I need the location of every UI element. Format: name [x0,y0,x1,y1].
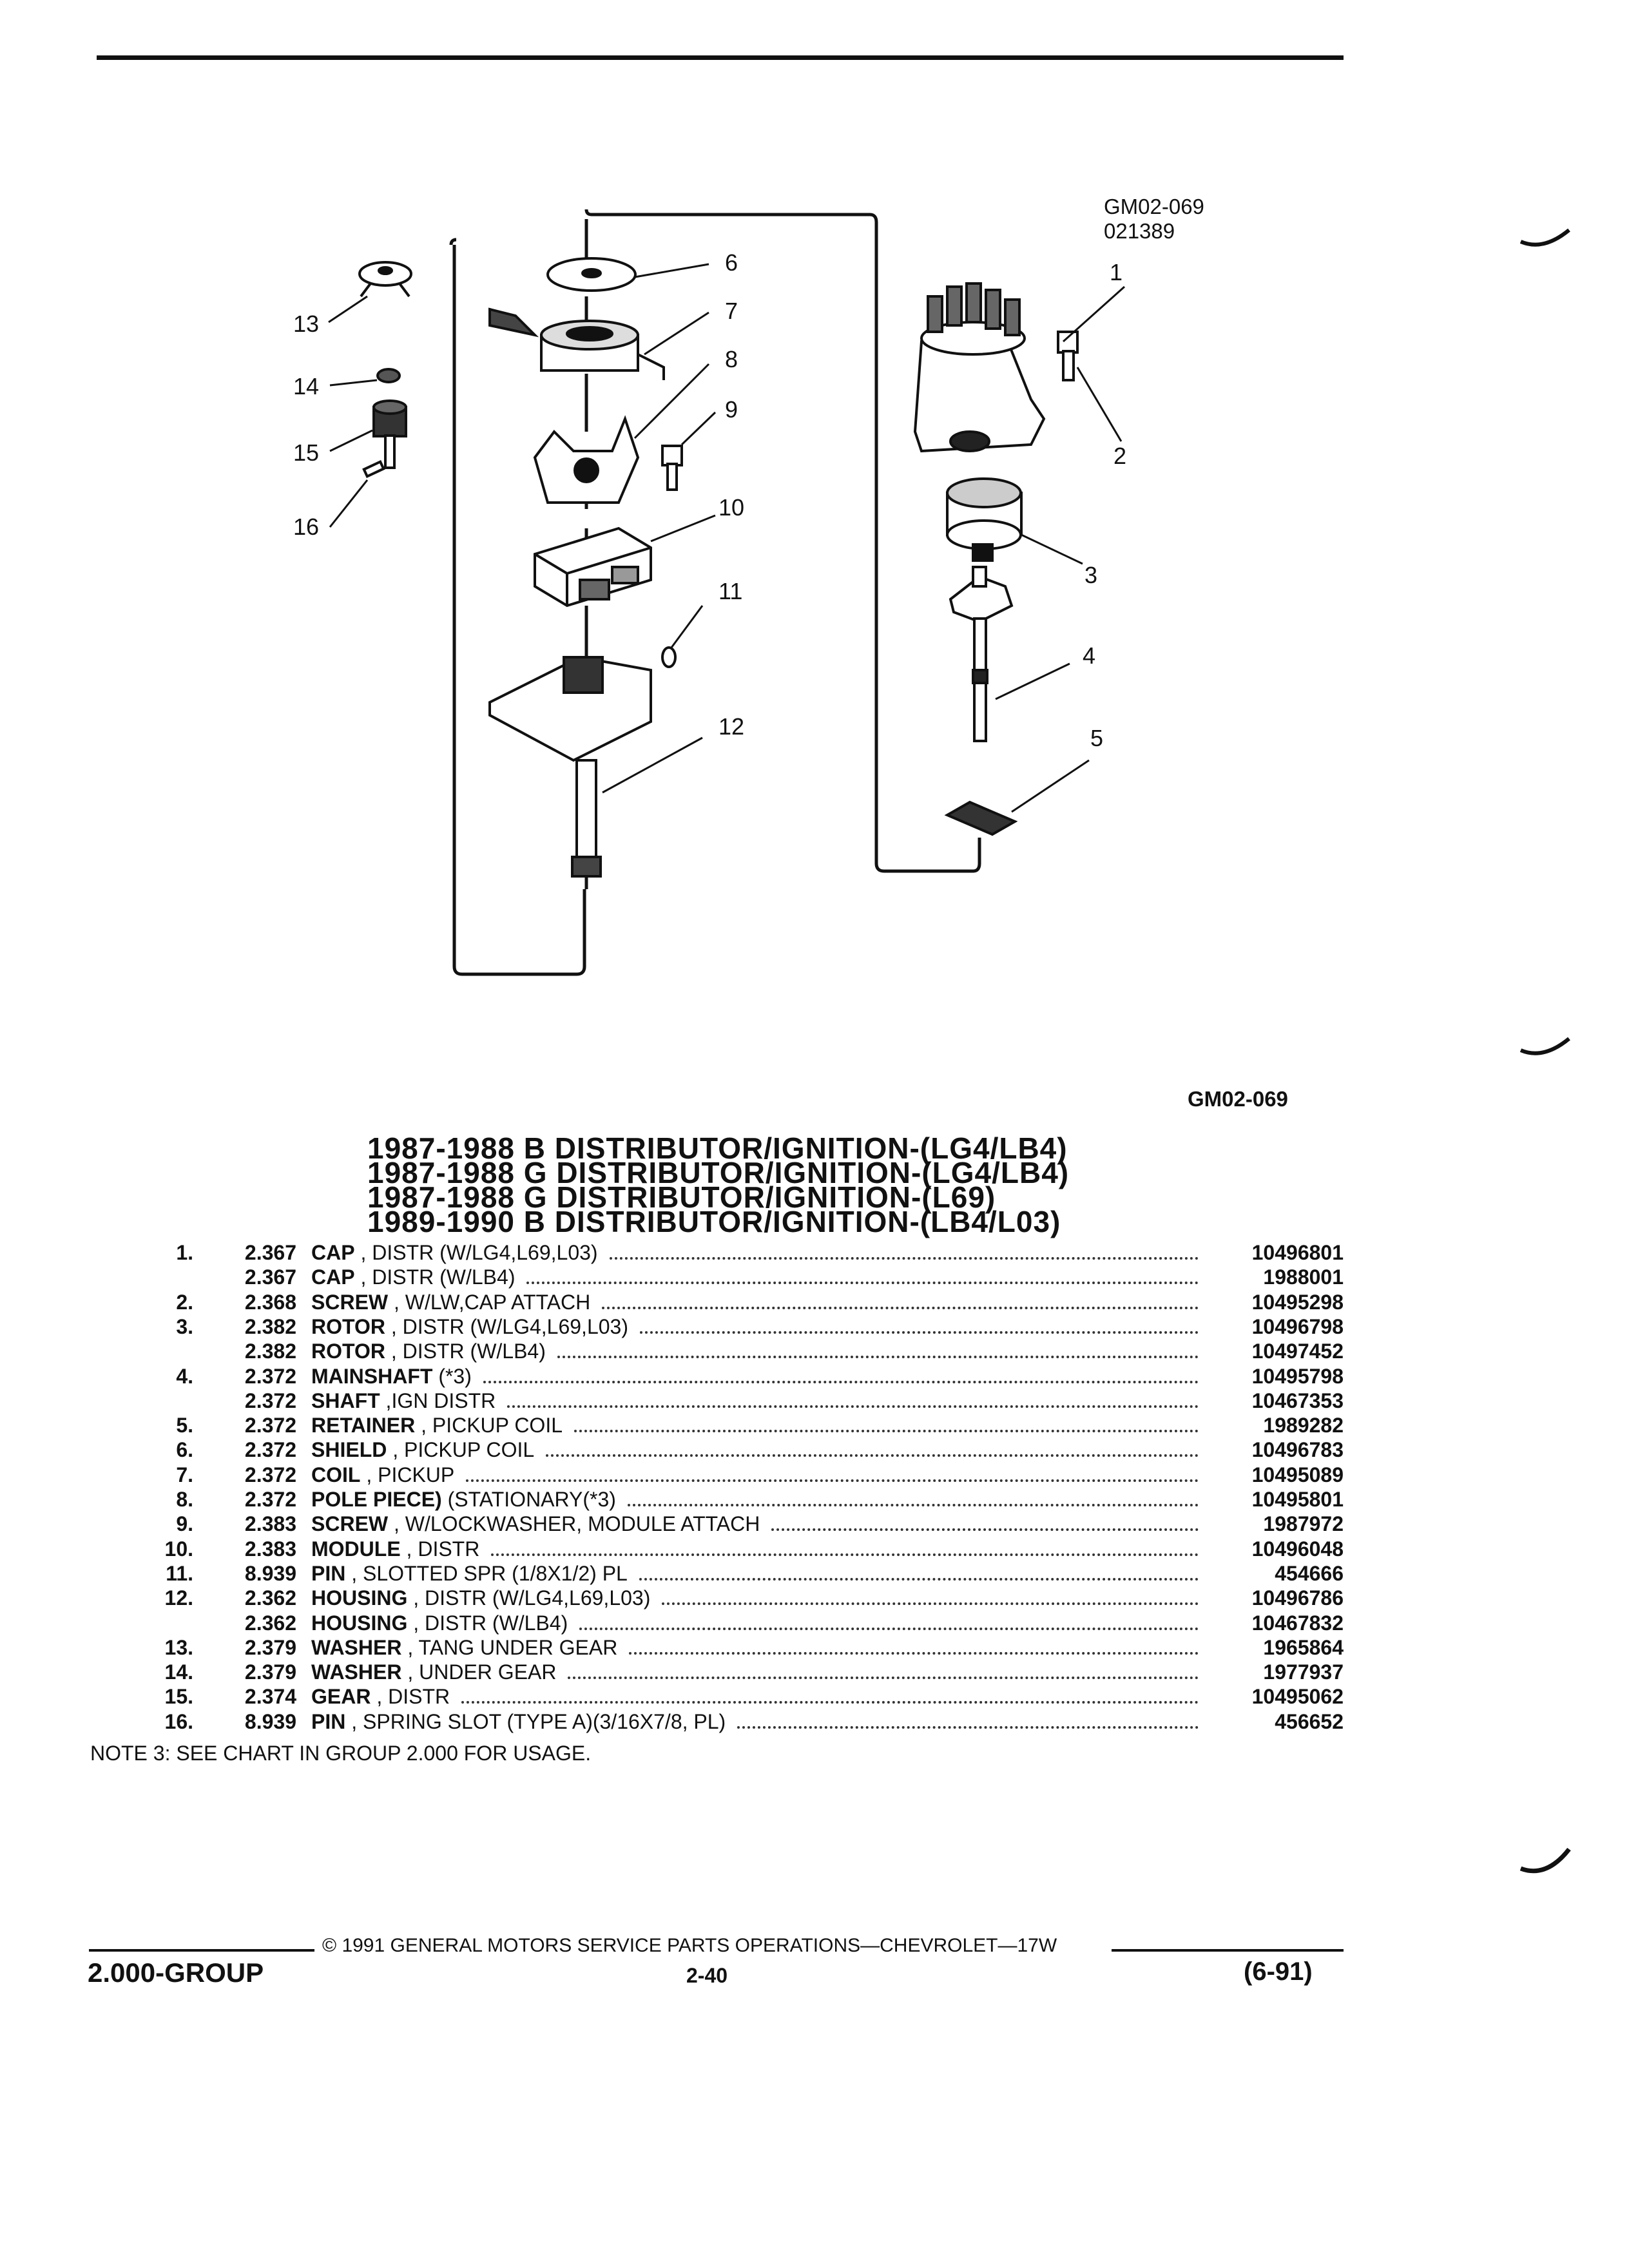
dot-leader [628,1504,1199,1506]
dot-leader [546,1454,1199,1457]
parts-row [0,1586,1629,1610]
parts-row [0,1537,1629,1561]
part-name: CAP [311,1265,355,1289]
parts-row [0,1611,1629,1635]
part-name: SHAFT [311,1389,380,1412]
part-name: SCREW [311,1512,389,1536]
part-name: PIN [311,1709,346,1733]
parts-row [0,1463,1629,1487]
figure-caption-id: GM02-069 [1188,1087,1288,1111]
title-line-3: 1987-1988 G DISTRIBUTOR/IGNITION-(L69) [367,1180,996,1214]
part-description [311,1463,454,1487]
part-name: WASHER [311,1660,402,1684]
dot-leader [579,1628,1199,1630]
footer-rule-left [89,1949,314,1952]
margin-tick-1 [1518,222,1576,261]
item-number: 16. [164,1709,193,1733]
part-number: 10496798 [1251,1314,1344,1338]
part-number: 1965864 [1263,1635,1344,1659]
part-name: ROTOR [311,1340,385,1363]
dot-leader [640,1331,1199,1334]
callout-10: 10 [718,494,745,521]
callout-8: 8 [725,346,738,372]
pin-icon [364,462,383,477]
part-description [311,1512,760,1536]
part-detail: , DISTR [371,1685,450,1709]
group-number: 2.383 [244,1512,296,1536]
title-line-2: 1987-1988 G DISTRIBUTOR/IGNITION-(LG4/LB4) [367,1156,1070,1189]
footer-copyright: © 1991 GENERAL MOTORS SERVICE PARTS OPERATIONS—CHEVROLET—17W [322,1935,1057,1956]
cap-screw-icon [1058,332,1077,380]
item-number: 6. [176,1438,193,1462]
part-number: 10495298 [1251,1290,1344,1314]
part-name: COIL [311,1463,361,1486]
part-number: 10496801 [1251,1241,1344,1264]
part-detail: , SLOTTED SPR (1/8X1/2) PL [345,1561,628,1585]
parts-row [0,1635,1629,1660]
part-detail: , TANG UNDER GEAR [401,1635,618,1659]
callout-11: 11 [718,578,743,604]
parts-row [0,1364,1629,1389]
callout-7: 7 [725,298,738,324]
parts-row [0,1437,1629,1462]
item-number: 14. [164,1660,193,1684]
callout-15: 15 [293,439,320,466]
callout-6: 6 [725,249,738,276]
part-detail: , W/LOCKWASHER, MODULE ATTACH [388,1512,760,1536]
item-number: 7. [176,1463,193,1486]
group-number: 2.372 [244,1488,296,1511]
part-detail: (*3) [432,1364,472,1388]
part-detail: , SPRING SLOT (TYPE A)(3/16X7/8, PL) [345,1709,726,1733]
parts-row [0,1240,1629,1265]
title-line-4: 1989-1990 B DISTRIBUTOR/IGNITION-(LB4/L03) [367,1205,1061,1238]
parts-row [0,1512,1629,1536]
part-detail: , W/LW,CAP ATTACH [388,1290,591,1314]
group-number: 2.372 [244,1414,296,1437]
part-detail: , DISTR (W/LG4,L69,L03) [385,1314,628,1338]
group-number: 2.382 [244,1314,296,1338]
dot-leader [461,1701,1199,1704]
part-detail: ,IGN DISTR [380,1389,496,1412]
distributor-cap-icon [915,284,1044,451]
part-detail: , DISTR (W/LB4) [385,1340,546,1363]
part-description [311,1437,534,1462]
parts-row [0,1684,1629,1709]
part-name: HOUSING [311,1586,408,1610]
item-number: 5. [176,1414,193,1437]
part-number: 10495062 [1251,1685,1344,1709]
group-number: 2.374 [244,1685,296,1709]
parts-row [0,1389,1629,1413]
parts-row [0,1314,1629,1339]
part-number: 10496783 [1251,1438,1344,1462]
part-description [311,1635,617,1660]
part-name: GEAR [311,1685,371,1709]
item-number: 8. [176,1488,193,1511]
gear-icon [374,401,406,468]
dot-leader [602,1307,1199,1309]
dot-leader [737,1726,1199,1729]
mainshaft-icon [950,567,1012,741]
part-description [311,1413,563,1437]
part-number: 10497452 [1251,1340,1344,1363]
part-description [311,1364,472,1389]
group-number: 2.367 [244,1241,296,1264]
group-number: 2.372 [244,1438,296,1462]
group-number: 2.382 [244,1340,296,1363]
dot-leader [610,1257,1199,1260]
part-name: WASHER [311,1635,402,1659]
callout-14: 14 [293,373,320,399]
parts-row [0,1660,1629,1684]
part-description [311,1389,496,1413]
part-description [311,1611,568,1635]
part-name: HOUSING [311,1611,408,1635]
part-name: ROTOR [311,1314,385,1338]
part-number: 10467353 [1251,1389,1344,1412]
part-number: 10495089 [1251,1463,1344,1486]
group-number: 2.383 [244,1537,296,1561]
group-number: 2.372 [244,1364,296,1388]
screw-icon [662,446,682,490]
dot-leader [466,1479,1199,1482]
part-description [311,1265,515,1289]
part-description [311,1487,616,1512]
figure-id-text: GM02-069 [1104,195,1204,218]
part-detail: , PICKUP COIL [387,1438,535,1462]
footer-date: (6-91) [1244,1957,1313,1986]
dot-leader [771,1528,1199,1531]
figure-code-text: 021389 [1104,219,1175,243]
washer-under-gear-icon [378,369,400,382]
parts-row [0,1339,1629,1363]
slotted-pin-icon [662,648,675,667]
part-number: 10495798 [1251,1364,1344,1388]
part-name: CAP [311,1241,355,1264]
callout-12: 12 [718,713,745,740]
connector-frame-right [586,209,979,871]
group-number: 2.362 [244,1586,296,1610]
dot-leader [557,1356,1199,1358]
part-detail: , UNDER GEAR [401,1660,557,1684]
group-number: 2.362 [244,1611,296,1635]
part-number: 1987972 [1263,1512,1344,1536]
part-number: 456652 [1275,1709,1344,1733]
part-name: POLE PIECE) [311,1488,442,1511]
callout-4: 4 [1083,642,1096,669]
item-number: 2. [176,1290,193,1314]
part-description [311,1314,628,1339]
dot-leader [526,1282,1199,1284]
part-number: 1989282 [1263,1414,1344,1437]
callout-3: 3 [1084,562,1098,588]
group-number: 8.939 [244,1561,296,1585]
part-number: 1988001 [1263,1265,1344,1289]
item-number: 4. [176,1364,193,1388]
part-name: SCREW [311,1290,389,1314]
part-name: PIN [311,1561,346,1585]
item-number: 9. [176,1512,193,1536]
dot-leader [491,1553,1199,1556]
part-description [311,1660,556,1684]
part-detail: , PICKUP COIL [415,1414,563,1437]
part-description [311,1586,650,1610]
part-description [311,1240,598,1265]
parts-row [0,1709,1629,1734]
callout-2: 2 [1113,443,1127,469]
title-line-1: 1987-1988 B DISTRIBUTOR/IGNITION-(LG4/LB4) [367,1131,1068,1165]
callout-1: 1 [1110,259,1123,285]
part-detail: , DISTR [400,1537,480,1561]
dot-leader [662,1602,1199,1605]
dot-leader [507,1405,1199,1408]
part-detail: , PICKUP [360,1463,455,1486]
dot-leader [568,1677,1199,1679]
item-number: 11. [166,1561,193,1585]
part-number: 10496786 [1251,1586,1344,1610]
part-name: MAINSHAFT [311,1364,433,1388]
dot-leader [574,1430,1199,1432]
footer-group: 2.000-GROUP [88,1957,264,1988]
part-number: 10467832 [1251,1611,1344,1635]
parts-row [0,1290,1629,1314]
group-number: 2.367 [244,1265,296,1289]
part-detail: (STATIONARY(*3) [441,1488,616,1511]
part-number: 10495801 [1251,1488,1344,1511]
part-name: SHIELD [311,1438,387,1462]
part-description [311,1290,590,1314]
parts-row [0,1561,1629,1586]
callout-5: 5 [1090,725,1104,751]
dot-leader [639,1578,1199,1581]
figure-id [1104,195,1204,244]
part-description [311,1709,726,1734]
group-number: 2.379 [244,1635,296,1659]
washer-tang-icon [360,262,411,296]
housing-icon [490,657,651,876]
dot-leader [483,1381,1199,1383]
part-name: RETAINER [311,1414,416,1437]
callout-16: 16 [293,514,320,540]
part-detail: , DISTR (W/LB4) [354,1265,516,1289]
part-description [311,1537,479,1561]
callout-13: 13 [293,311,320,337]
footer-rule-right [1112,1949,1344,1952]
item-number: 13. [164,1635,193,1659]
item-number: 15. [164,1685,193,1709]
retainer-icon [947,802,1015,834]
part-detail: , DISTR (W/LG4,L69,L03) [354,1241,598,1264]
part-description [311,1339,546,1363]
margin-tick-2 [1518,1031,1576,1070]
part-detail: , DISTR (W/LB4) [407,1611,568,1635]
part-number: 454666 [1275,1561,1344,1585]
shield-icon [548,258,635,291]
pickup-coil-icon [490,309,664,380]
parts-row [0,1265,1629,1289]
part-number: 1977937 [1263,1660,1344,1684]
part-detail: , DISTR (W/LG4,L69,L03) [407,1586,651,1610]
callout-9: 9 [725,396,738,423]
margin-tick-3 [1518,1843,1576,1894]
exploded-diagram [0,0,1629,1063]
parts-row [0,1487,1629,1512]
group-number: 2.379 [244,1660,296,1684]
group-number: 8.939 [244,1709,296,1733]
module-icon [535,528,651,606]
item-number: 3. [176,1314,193,1338]
parts-row [0,1413,1629,1437]
part-description [311,1561,628,1586]
group-number: 2.372 [244,1463,296,1486]
item-number: 10. [164,1537,193,1561]
usage-note: NOTE 3: SEE CHART IN GROUP 2.000 FOR USAGE. [90,1742,592,1765]
item-number: 12. [164,1586,193,1610]
group-number: 2.368 [244,1290,296,1314]
item-number: 1. [176,1241,193,1264]
group-number: 2.372 [244,1389,296,1412]
part-description [311,1684,450,1709]
part-number: 10496048 [1251,1537,1344,1561]
dot-leader [629,1652,1199,1655]
footer-page-number: 2-40 [686,1964,728,1987]
part-name: MODULE [311,1537,401,1561]
rotor-icon [947,479,1021,561]
